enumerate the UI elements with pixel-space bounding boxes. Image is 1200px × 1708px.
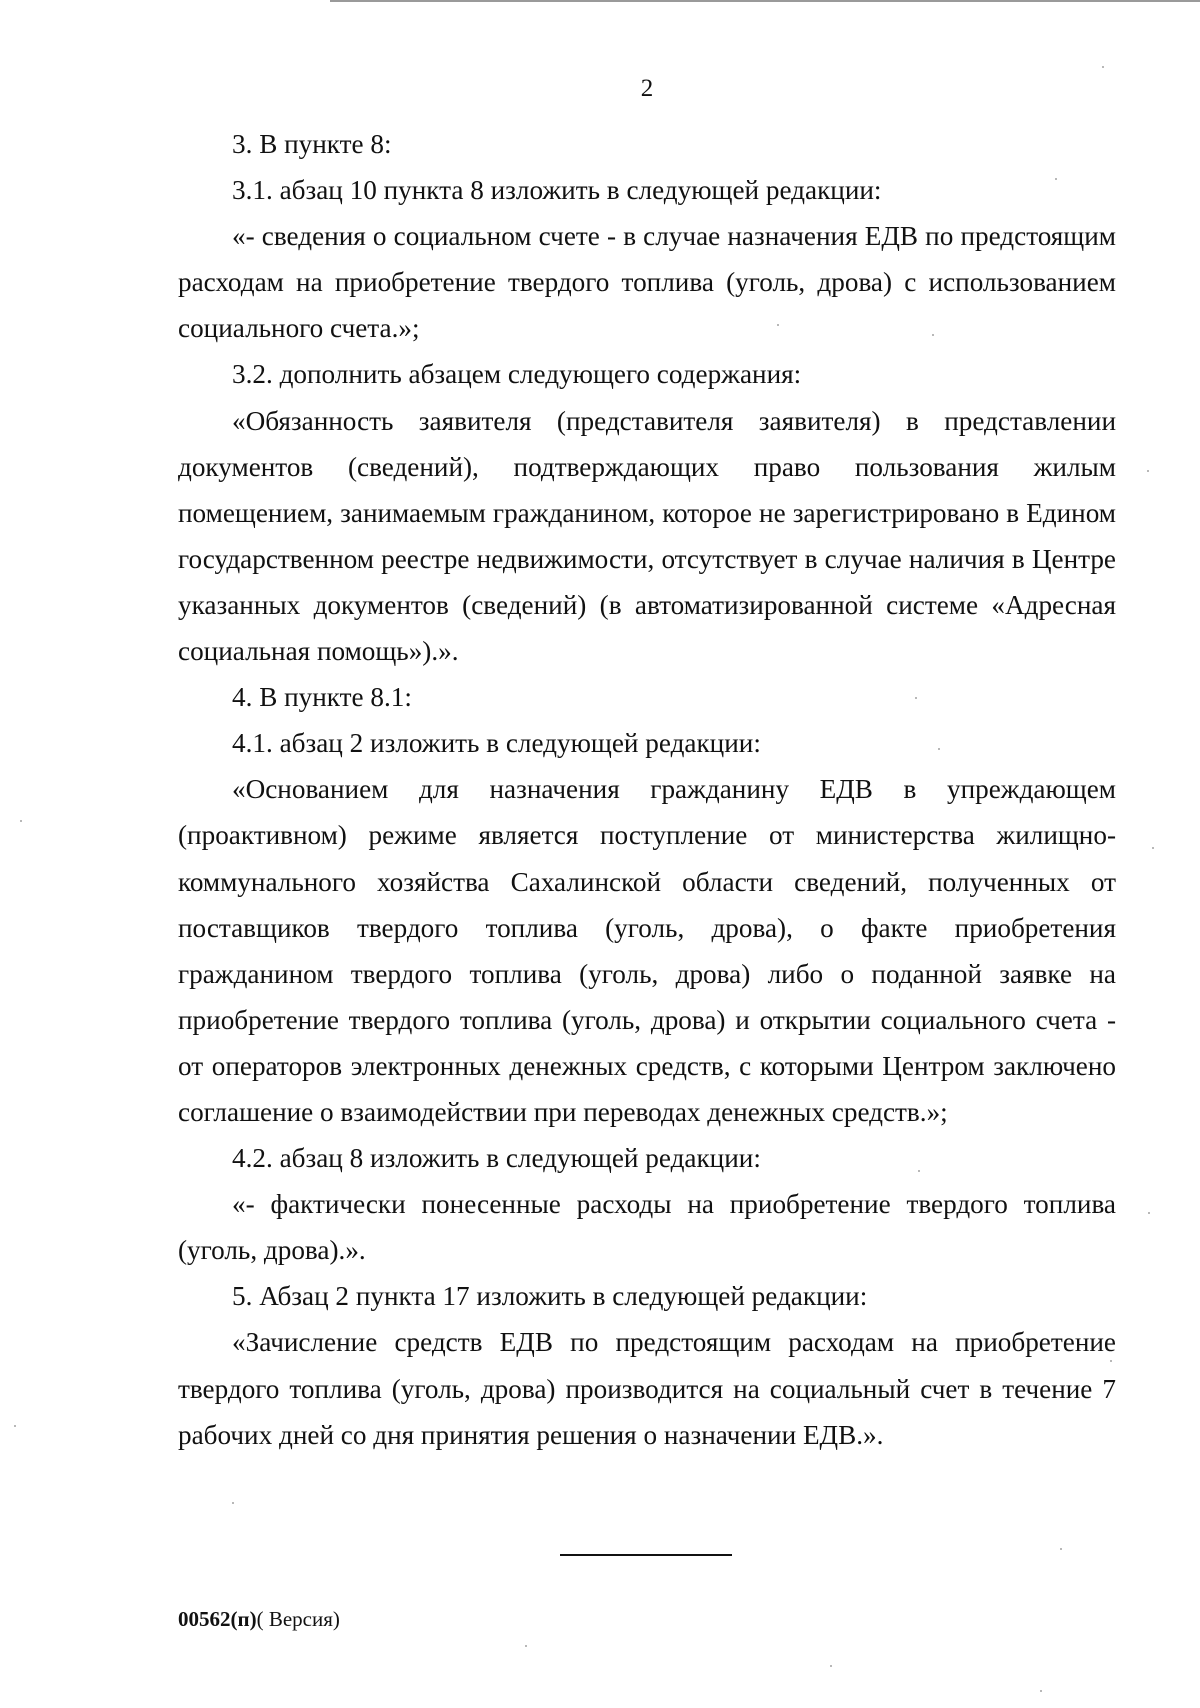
scan-speck [777,324,779,326]
scan-speck [14,1425,16,1427]
paragraph-4-2: 4.2. абзац 8 изложить в следующей редакции: [232,1143,761,1174]
paragraph-5: 5. Абзац 2 пункта 17 изложить в следующей редакции: [232,1281,868,1312]
scan-speck [915,697,917,699]
paragraph-3-heading: 3. В пункте 8: [232,129,392,159]
scan-speck [1148,1212,1150,1214]
scan-speck [1110,1360,1112,1362]
scan-speck [1055,178,1057,180]
paragraph-4-1: 4.1. абзац 2 изложить в следующей редакции: [232,728,761,759]
paragraph-3-2-quote: «Обязанность заявителя (представителя заявителя) в представлении документов (сведений), подтверждающих право пользования жилым помещением, занимаемым гражданином, которое не зарегистрировано в Едином государственном реестре недвижимости, отсутствует в случае наличия в Центре указанных документов (сведений) (в автоматизированной системе «Адресная социальная помощь»).». [178,405,1116,667]
scan-speck [830,1665,832,1667]
scan-speck [938,748,940,750]
scan-speck [525,1645,527,1647]
document-footer [178,1606,340,1632]
scan-speck [20,820,22,822]
paragraph-4-2-quote: «- фактически понесенные расходы на приобретение твердого топлива (уголь, дрова).». [178,1189,1116,1266]
document-body [178,121,1116,1458]
scan-speck [1147,470,1149,472]
paragraph-3-1: 3.1. абзац 10 пункта 8 изложить в следующей редакции: [232,175,882,206]
paragraph-3-2: 3.2. дополнить абзацем следующего содержания: [232,359,802,390]
scan-speck [1040,1690,1042,1692]
paragraph-3-1-quote: «- сведения о социальном счете - в случае назначения ЕДВ по предстоящим расходам на приобретение твердого топлива (уголь, дрова) с использованием социального счета.»; [178,221,1116,344]
scan-speck [918,1170,920,1172]
scan-speck [1102,66,1104,68]
scan-speck [932,334,934,336]
paragraph-5-quote: «Зачисление средств ЕДВ по предстоящим расходам на приобретение твердого топлива (уголь, дрова) производится на социальный счет в течение 7 рабочих дней со дня принятия решения о назначении ЕДВ.». [178,1327,1116,1450]
paragraph-4-1-quote: «Основанием для назначения гражданину ЕДВ в упреждающем (проактивном) режиме является поступление от министерства жилищно-коммунального хозяйства Сахалинской области сведений, полученных от поставщиков твердого топлива (уголь, дрова), о факте приобретения гражданином твердого топлива (уголь, дрова) либо о поданной заявке на приобретение твердого топлива (уголь, дрова) и открытии социального счета - от операторов электронных денежных средств, с которыми Центром заключено соглашение о взаимодействии при переводах денежных средств.»; [178,774,1116,1127]
scan-speck [232,1502,234,1504]
paragraph-4-heading: 4. В пункте 8.1: [232,682,412,713]
document-code: 00562(п) [178,1607,257,1631]
page-number: 2 [640,75,654,102]
top-scan-edge-line [330,0,1200,2]
document-version: ( Версия) [256,1607,340,1631]
closing-separator-line [560,1554,732,1556]
scan-speck [1152,847,1154,849]
scan-speck [1060,1548,1062,1550]
